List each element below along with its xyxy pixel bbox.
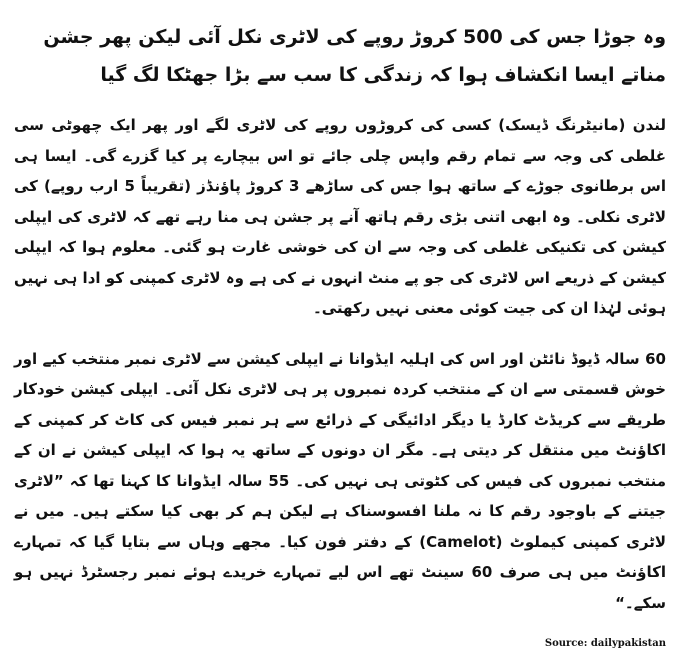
source-credit: Source: dailypakistan (544, 638, 666, 649)
article-paragraph-1: لندن (مانیٹرنگ ڈیسک) کسی کی کروڑوں روپے کی لاٹری لگے اور پھر ایک چھوٹی سی غلطی کی وجہ سے تمام رقم واپس چلی جائے تو اس بیچارے پر کیا گزرے گی۔ ایسا ہی اس برطانوی جوڑے کے ساتھ ہوا جس کی ساڑھے 3 کروڑ پاؤنڈز (تقریباً 5 ارب روپے) کی لاٹری نکلی۔ وہ ابھی اتنی بڑی رقم ہاتھ آنے پر جشن ہی منا رہے تھے کہ لاٹری کی ایپلی کیشن کی تکنیکی غلطی کی وجہ سے ان کی خوشی غارت ہو گئی۔ معلوم ہوا کہ ایپلی کیشن کے ذریعے اس لاٹری کی جو پے منٹ انہوں نے کی ہے وہ لاٹری کمپنی کو ادا ہی نہیں ہوئی لہٰذا ان کی جیت کوئی معنی نہیں رکھتی۔ (14, 116, 666, 317)
article-headline: وہ جوڑا جس کی 500 کروڑ روپے کی لاٹری نکل آئی لیکن پھر جشن مناتے ایسا انکشاف ہوا کہ زندگی کا سب سے بڑا جھٹکا لگ گیا (43, 26, 666, 86)
article-paragraph-2: 60 سالہ ڈیوڈ نائٹن اور اس کی اہلیہ ایڈوانا نے ایپلی کیشن سے لاٹری نمبر منتخب کیے اور خوش قسمتی سے ان کے منتخب کردہ نمبروں پر ہی لاٹری نکل آئی۔ ایپلی کیشن خودکار طریقے سے کریڈٹ کارڈ یا دیگر ادائیگی کے ذرائع سے ہر نمبر فیس کی کاٹ کر کمپنی کے اکاؤنٹ میں منتقل کر دیتی ہے۔ مگر ان دونوں کے ساتھ یہ ہوا کہ ایپلی کیشن نے ان کے منتخب نمبروں کی فیس کی کٹوتی ہی نہیں کی۔ 55 سالہ ایڈوانا کا کہنا تھا کہ ”لاٹری جیتنے کے باوجود رقم کا نہ ملنا افسوسناک ہے لیکن ہم کر بھی کیا سکتے ہیں۔ میں نے لاٹری کمپنی کیملوٹ (Camelot) کے دفتر فون کیا۔ مجھے وہاں سے بتایا گیا کہ تمہارے اکاؤنٹ میں ہی صرف 60 سینٹ تھے اس لیے تمہارے خریدے ہوئے نمبر رجسٹرڈ نہیں ہو سکے۔“ (14, 349, 667, 612)
